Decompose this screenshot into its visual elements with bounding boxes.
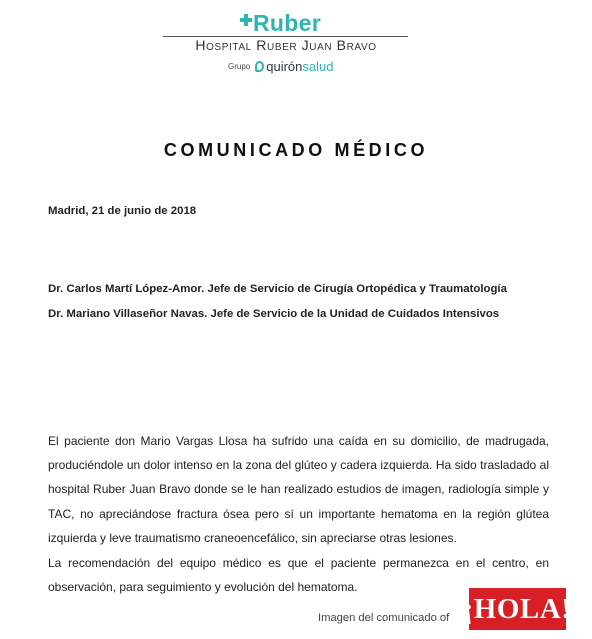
quironsalud-brand-b: salud [302,59,334,74]
hola-logo [463,588,572,630]
doctor-line: Dr. Mariano Villaseñor Navas. Jefe de Servicio de la Unidad de Cuidados Intensivos [48,308,500,320]
body-paragraph: El paciente don Mario Vargas Llosa ha sufrido una caída en su domicilio, de madrugada, produciéndole un dolor intenso en la zona del glúteo y cadera izquierda. Ha sido trasladado al hospital Ruber Juan Bravo donde se le han realizado estudios de imagen, radiología simple y TAC, no apreciándose fractura ósea pero sí un importante hematoma en la región glútea izquierda y leve traumatismo craneoencefálico, sin apreciarse otras lesiones. [48,434,549,545]
doctor-line: Dr. Carlos Martí López-Amor. Jefe de Servicio de Cirugía Ortopédica y Traumatología [48,283,507,295]
ruber-logo [240,10,321,36]
body-paragraph: La recomendación del equipo médico es que el paciente permanezca en el centro, en observación, para seguimiento y evolución del hematoma. [48,556,549,595]
group-label: Grupo [228,62,251,71]
group-logo [228,59,333,74]
medical-cross-icon [240,14,252,26]
hospital-letterhead [0,0,592,84]
hola-logo-text: ¡HOLA! [463,592,572,625]
quironsalud-brand-a: quirón [266,59,303,74]
image-caption: Imagen del comunicado of [318,612,450,624]
document-title: COMUNICADO MÉDICO [163,140,429,160]
quironsalud-icon [255,61,264,72]
hospital-name: Hospital Ruber Juan Bravo [195,37,377,53]
quironsalud-brand [266,59,333,74]
document-date: Madrid, 21 de junio de 2018 [48,205,197,217]
ruber-brand: Ruber [253,9,321,36]
